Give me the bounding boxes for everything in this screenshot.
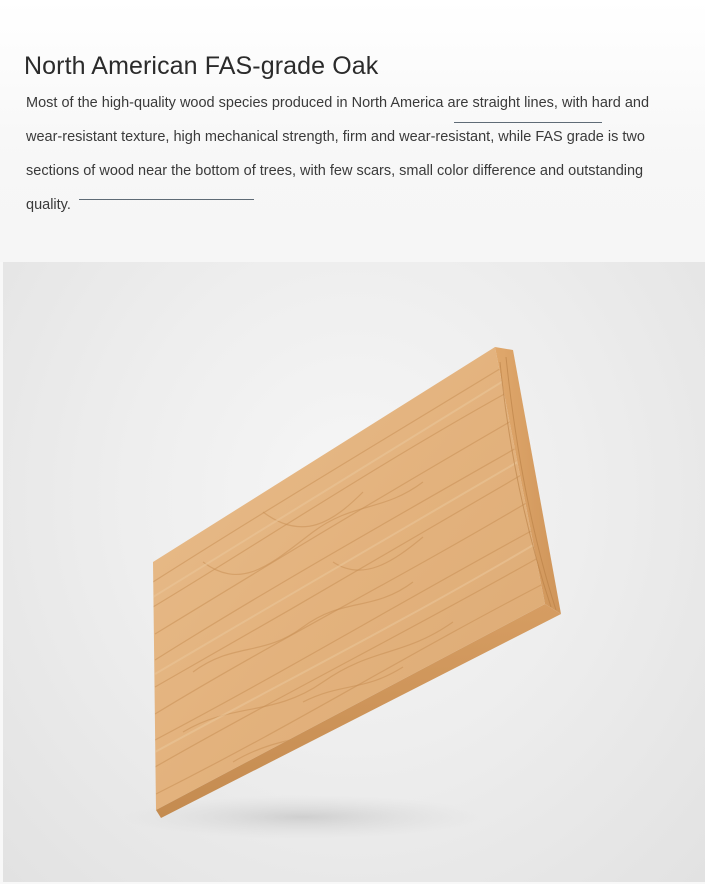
oak-board-image xyxy=(3,262,705,882)
decorative-divider xyxy=(79,199,254,200)
board-top-face xyxy=(153,347,545,810)
section-description: Most of the high-quality wood species produced in North America are straight lines, with hard and wear-resistant texture, high mechanical strength, firm and wear-resistant, while FAS grade is two sections of wood near the bottom of trees, with few scars, small color difference and outstanding quality. xyxy=(26,95,650,213)
section-title: North American FAS-grade Oak xyxy=(24,52,379,80)
description-section xyxy=(0,0,705,262)
oak-board-illustration xyxy=(3,262,705,882)
decorative-divider xyxy=(454,122,602,123)
